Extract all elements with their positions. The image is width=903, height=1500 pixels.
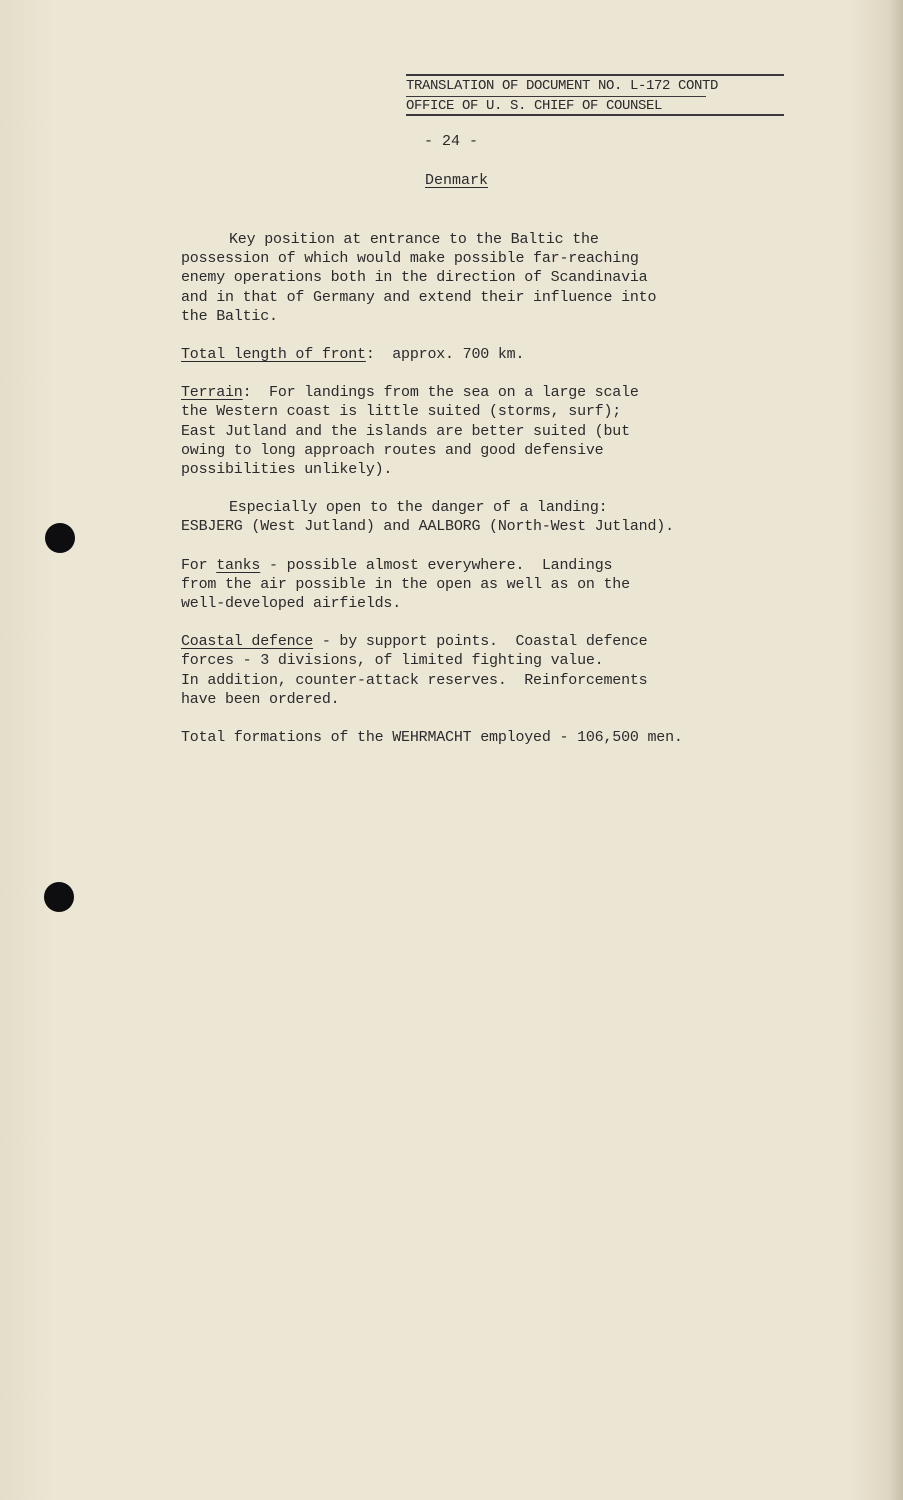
paragraph-key-position	[181, 230, 781, 326]
coastal-defence-label: Coastal defence	[181, 633, 314, 651]
p5-line-2: from the air possible in the open as well as on the	[181, 575, 630, 593]
p3-line-5: possibilities unlikely).	[181, 461, 393, 479]
p5-line-3: well-developed airfields.	[181, 595, 402, 613]
p5-line-1: - possible almost everywhere. Landings	[260, 556, 613, 574]
p4-line-2: ESBJERG (West Jutland) and AALBORG (North-West Jutland).	[181, 518, 674, 536]
p4-line-1: Especially open to the danger of a landing:	[229, 499, 608, 517]
header-line-2: OFFICE OF U. S. CHIEF OF COUNSEL	[406, 98, 663, 114]
terrain-label: Terrain	[181, 384, 243, 402]
p1-line-5: the Baltic.	[181, 307, 278, 325]
document-header	[406, 72, 786, 116]
p6-line-1: - by support points. Coastal defence	[313, 633, 648, 651]
front-length-value: : approx. 700 km.	[365, 346, 525, 364]
p6-line-4: have been ordered.	[181, 690, 340, 708]
p6-line-2: forces - 3 divisions, of limited fighting value.	[181, 652, 604, 670]
tanks-label: tanks	[216, 556, 261, 574]
paragraph-landing-danger	[181, 498, 781, 536]
punch-hole-upper	[45, 523, 75, 553]
front-length-label: Total length of front	[181, 346, 366, 364]
header-line-1: TRANSLATION OF DOCUMENT NO. L-172 CONTD	[406, 78, 719, 94]
punch-hole-lower	[44, 882, 74, 912]
p1-line-2: possession of which would make possible far-reaching	[181, 250, 639, 268]
p3-line-1: : For landings from the sea on a large scale	[242, 384, 639, 402]
p5-prefix: For	[181, 556, 217, 574]
p1-line-4: and in that of Germany and extend their influence into	[181, 288, 657, 306]
section-title: Denmark	[425, 172, 489, 189]
paragraph-total-formations	[181, 728, 781, 747]
paragraph-tanks	[181, 556, 781, 614]
p1-line-1: Key position at entrance to the Baltic the	[229, 231, 599, 248]
p3-line-3: East Jutland and the islands are better suited (but	[181, 422, 630, 440]
p3-line-4: owing to long approach routes and good defensive	[181, 441, 604, 459]
p6-line-3: In addition, counter-attack reserves. Reinforcements	[181, 671, 648, 689]
p7-line-1: Total formations of the WEHRMACHT employed - 106,500 men.	[181, 729, 683, 747]
page-edge-shadow	[889, 0, 903, 1500]
p3-line-2: the Western coast is little suited (storms, surf);	[181, 403, 622, 421]
p1-line-3: enemy operations both in the direction of Scandinavia	[181, 269, 648, 287]
page-number: - 24 -	[424, 133, 479, 150]
paragraph-coastal-defence	[181, 632, 781, 709]
paragraph-front-length	[181, 345, 781, 364]
paragraph-terrain	[181, 383, 781, 479]
document-body	[181, 230, 781, 766]
